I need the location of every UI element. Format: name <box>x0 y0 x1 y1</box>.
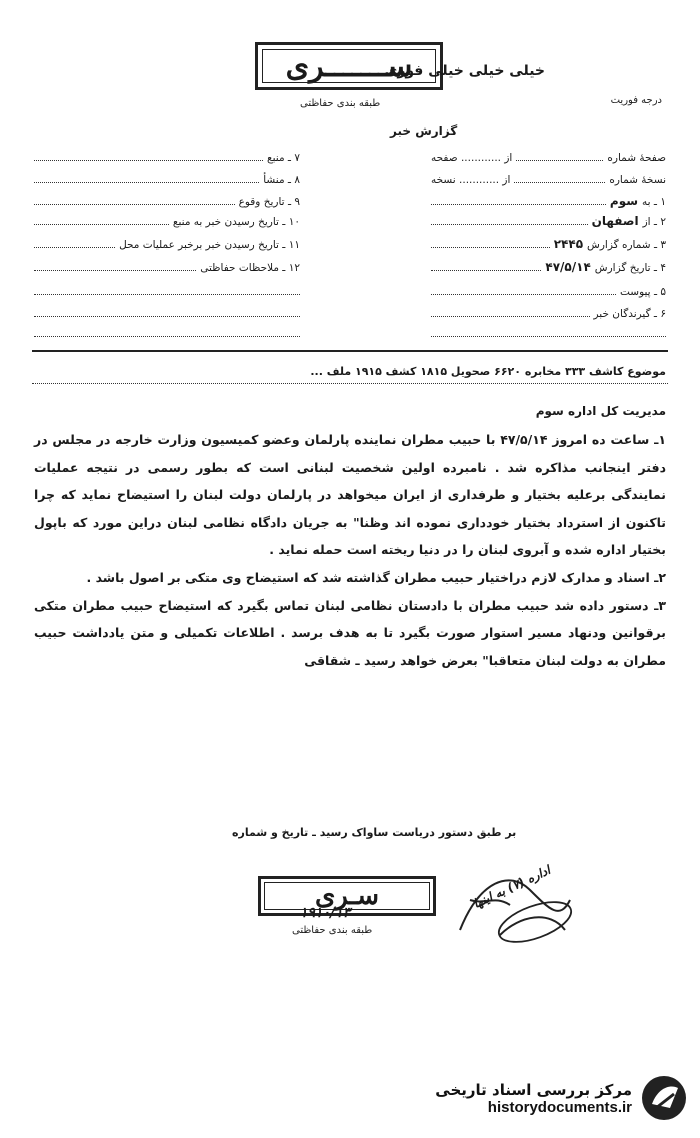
archive-logo-icon <box>640 1074 688 1122</box>
paragraph-1: ۱ـ ساعت ده امروز ۴۷/۵/۱۴ با حبیب مطران نماینده پارلمان وعضو کمیسیون وزارت خارجه در مجلس در دفتر اینجانب مذاکره شد . نامبرده اولین شخصیت لبنانی است که بطور رسمی در نتیجه عملیات نمایندگی برعلیه بختیار و طرفداری از ایران میخواهد در پارلمان دولت لبنان را استیضاح نماید که چرا تاکنون از استرداد بختیار خودداری نموده اند وظنا" به جریان دادگاه نظامی لبنان دراین مورد که باپول بختیار اداره شده و آبروی لبنان را در دنیا ریخته است حمله نماید . <box>34 432 666 558</box>
stamp-label: سـری <box>314 881 380 911</box>
watermark-url: historydocuments.ir <box>487 1098 632 1116</box>
handwritten-signature <box>440 860 580 945</box>
form-field-security-notes: ۱۲ ـ ملاحظات حفاظتی <box>34 260 300 274</box>
stamp-date: ۱۹۱۰/۱۳ <box>300 905 351 921</box>
form-field-to: ۱ ـ به سوم <box>431 194 666 208</box>
signature-note: اداره (۷) به اینها <box>470 863 553 911</box>
paragraph-2: ۲ـ اسناد و مدارک لازم دراختیار حبیب مطران گذاشته شد که استیضاح وی متکی بر اصول باشد . <box>86 569 666 585</box>
form-field-attachment: ۵ ـ پیوست <box>431 284 666 298</box>
routing-note: بر طبق دستور دریاست ساواک رسید ـ تاریخ و شماره <box>232 826 517 839</box>
report-title: گزارش خبر <box>390 124 458 138</box>
stamp-classification-label: طبقه بندی حفاظتی <box>300 98 381 109</box>
urgency-label: درجه فوریت <box>610 95 662 106</box>
form-field-report-number: ۳ ـ شماره گزارش ۲۴۴۵ <box>431 237 666 251</box>
form-field-recipients: ۶ ـ گیرندگان خبر <box>431 306 666 320</box>
form-field-source-date: ۱۰ ـ تاریخ رسیدن خبر به منبع <box>34 214 300 228</box>
form-field-report-date: ۴ ـ تاریخ گزارش ۴۷/۵/۱۴ <box>431 260 666 274</box>
form-blank-line <box>34 326 300 337</box>
form-field-ops-date: ۱۱ ـ تاریخ رسیدن خبر برخبر عملیات محل <box>34 237 300 251</box>
report-body <box>34 426 666 674</box>
paragraph-3: ۳ـ دستور داده شد حبیب مطران با دادستان نظامی لبنان تماس بگیرد که استیضاح حبیب مطران متکی برقوانین ودنهاد مسیر استوار صورت بگیرد تا به هدف برسد . اطلاعات تکمیلی و متن یادداشت حبیب مطران به دولت لبنان متعاقبا" بعرض خواهد رسید ـ شقاقی <box>34 597 666 668</box>
watermark <box>435 1074 688 1122</box>
form-field-source: ۷ ـ منبع <box>34 150 300 164</box>
form-field-event-date: ۹ ـ تاریخ وقوع <box>34 194 300 208</box>
watermark-title: مرکز بررسی اسناد تاریخی <box>435 1080 632 1099</box>
section-divider <box>32 350 668 352</box>
form-field-copy: نسخهٔ شماره از ............ نسخه <box>431 174 666 186</box>
form-blank-line <box>431 326 666 337</box>
urgency-value: خیلی خیلی خیلی فوری <box>384 63 545 79</box>
subject-underline <box>32 383 668 384</box>
addressee: مدیریت کل اداره سوم <box>535 404 666 418</box>
form-field-page: صفحهٔ شماره از ............ صفحه <box>431 152 666 164</box>
subject-line: موضوع کاشف ۳۳۳ مخابره ۶۶۲۰ صحویل ۱۸۱۵ کشف ۱۹۱۵ ملف ... <box>310 365 666 378</box>
form-field-origin: ۸ ـ منشأ <box>34 172 300 186</box>
form-blank-line <box>34 306 300 317</box>
form-field-from: ۲ ـ از اصفهان <box>431 214 666 228</box>
form-blank-line <box>34 284 300 295</box>
stamp-classification-label: طبقه بندی حفاظتی <box>292 925 373 936</box>
stamp-label: ســـــــری <box>285 48 413 84</box>
